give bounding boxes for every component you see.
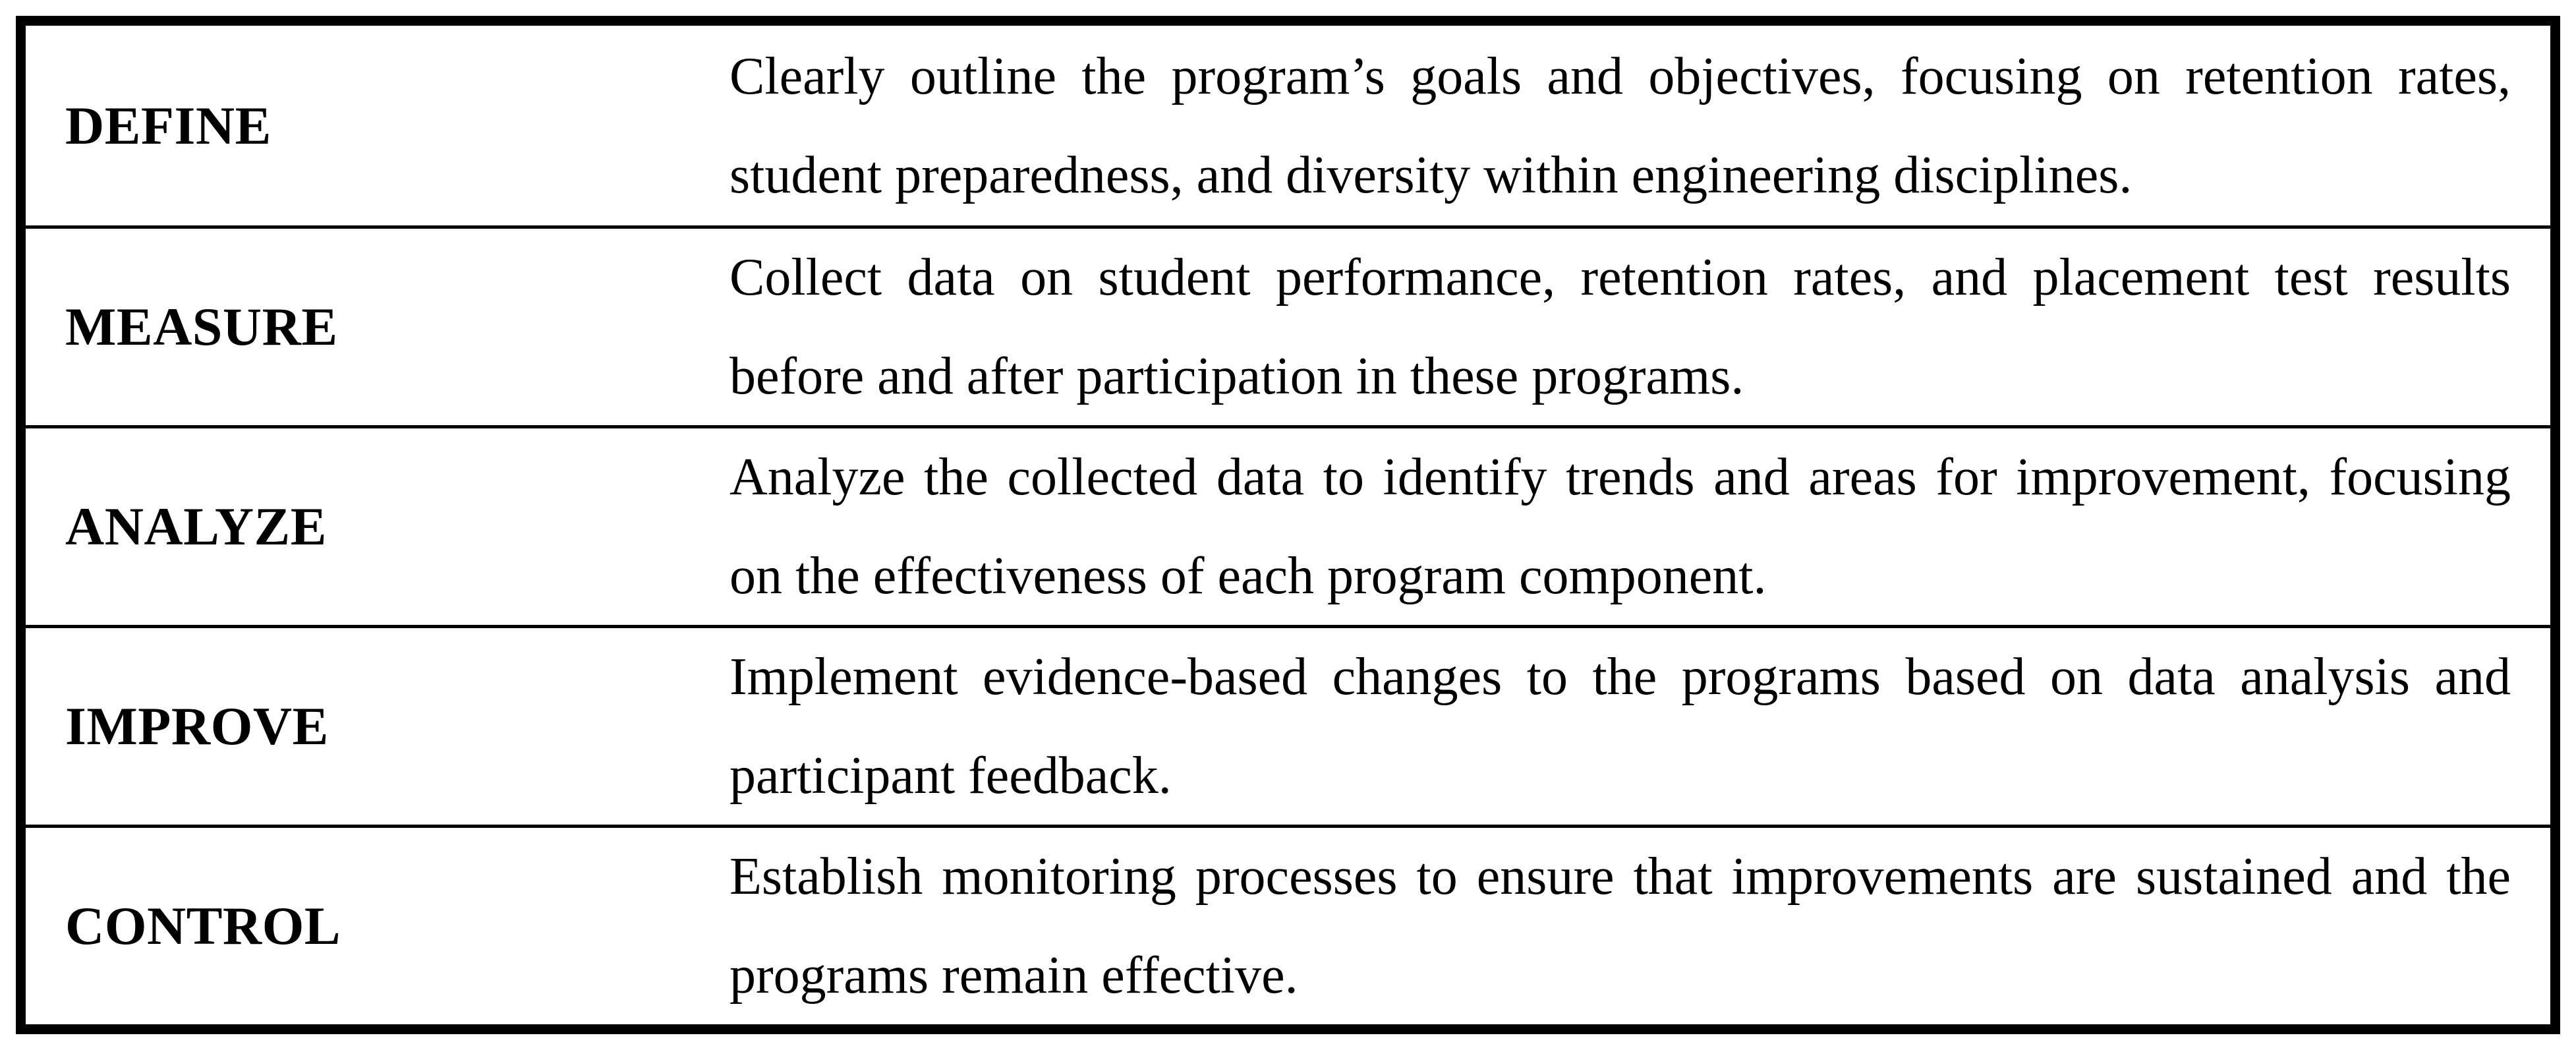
stage-description: Collect data on student performance, retention rates, and placement test results before and after participation in these programs. bbox=[730, 248, 2511, 405]
table-row-improve bbox=[26, 625, 2550, 825]
table-row-measure bbox=[26, 225, 2550, 425]
stage-label: ANALYZE bbox=[65, 496, 327, 556]
table-row-control bbox=[26, 825, 2550, 1024]
stage-label: DEFINE bbox=[65, 95, 272, 156]
stage-description: Establish monitoring processes to ensure that improvements are sustained and the programs remain effective. bbox=[730, 848, 2511, 1005]
table-row-define bbox=[26, 26, 2550, 225]
stage-label: MEASURE bbox=[65, 297, 338, 357]
stage-label: IMPROVE bbox=[65, 696, 329, 756]
stage-label: CONTROL bbox=[65, 896, 341, 956]
dmaic-table bbox=[16, 16, 2560, 1034]
stage-description: Implement evidence-based changes to the programs based on data analysis and participant feedback. bbox=[730, 648, 2511, 805]
stage-description: Clearly outline the program’s goals and objectives, focusing on retention rates, student preparedness, and diversity within engineering disciplines. bbox=[730, 47, 2511, 204]
stage-description: Analyze the collected data to identify trends and areas for improvement, focusing on the effectiveness of each program component. bbox=[730, 448, 2511, 605]
table-row-analyze bbox=[26, 425, 2550, 625]
